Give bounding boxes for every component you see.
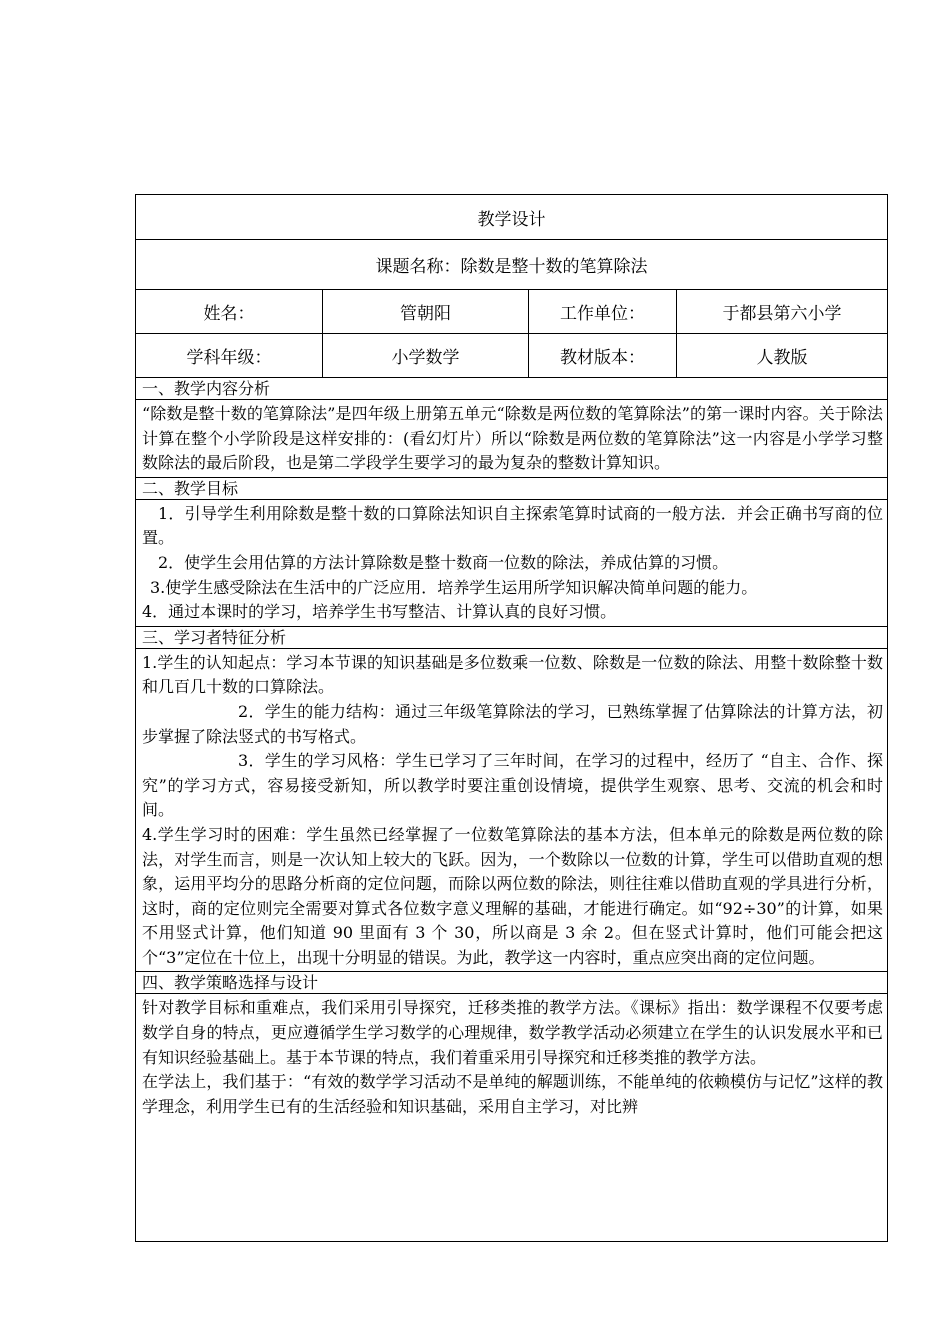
- section-body-objectives: [136, 499, 888, 626]
- design-table: [135, 194, 888, 1242]
- grade-label: 学科年级：: [136, 334, 323, 378]
- section-heading-strategy: 四、教学策略选择与设计: [136, 972, 888, 994]
- paragraph: “除数是整十数的笔算除法”是四年级上册第五单元“除数是两位数的笔算除法”的第一课时内容。关于除法计算在整个小学阶段是这样安排的：(看幻灯片）所以“除数是两位数的笔算除法”这一内容是小学学习整数除法的最后阶段，也是第二学段学生要学习的最为复杂的整数计算知识。: [142, 404, 883, 473]
- learner-item: 3．学生的学习风格：学生已学习了三年时间，在学习的过程中，经历了 “自主、合作、探究”的学习方式，容易接受新知，所以教学时要注重创设情境，提供学生观察、思考、交流的机会和时间。: [142, 751, 883, 820]
- edition-label: 教材版本：: [529, 334, 677, 378]
- objective-item: 3.使学生感受除法在生活中的广泛应用．培养学生运用所学知识解决简单问题的能力。: [150, 577, 758, 597]
- name-value: 管朝阳: [323, 290, 529, 334]
- edition-value: 人教版: [677, 334, 888, 378]
- grade-value: 小学数学: [323, 334, 529, 378]
- strategy-paragraph: 针对教学目标和重难点，我们采用引导探究，迁移类推的教学方法。《课标》指出：数学课程不仅要考虑数学自身的特点，更应遵循学生学习数学的心理规律，数学教学活动必须建立在学生的认识发展水平和已有知识经验基础上。基于本节课的特点，我们着重采用引导探究和迁移类推的教学方法。: [142, 998, 883, 1067]
- objective-item: 1．引导学生利用除数是整十数的口算除法知识自主探索笔算时试商的一般方法．并会正确书写商的位置。: [142, 503, 883, 548]
- objective-item: 4．通过本课时的学习，培养学生书写整洁、计算认真的良好习惯。: [142, 602, 617, 622]
- strategy-paragraph: 在学法上，我们基于：“有效的数学学习活动不是单纯的解题训练，不能单纯的依赖模仿与记忆”这样的教学理念，利用学生已有的生活经验和知识基础，采用自主学习，对比辨: [142, 1072, 883, 1116]
- section-body-strategy: [136, 994, 888, 1242]
- section-heading-learner-analysis: 三、学习者特征分析: [136, 626, 888, 648]
- document-title: 教学设计: [136, 195, 888, 240]
- learner-item: 4.学生学习时的困难：学生虽然已经掌握了一位数笔算除法的基本方法，但本单元的除数是两位数的除法，对学生而言，则是一次认知上较大的飞跃。因为，一个数除以一位数的计算，学生可以借助直观的想象，运用平均分的思路分析商的定位问题，而除以两位数的除法，则往往难以借助直观的学具进行分析，这时，商的定位则完全需要对算式各位数字意义理解的基础，才能进行确定。如“92÷30”的计算，如果不用竖式计算，他们知道 90 里面有 3 个 30，所以商是 3 余 2。但在竖式计算时，他们可能会把这个“3”定位在十位上，出现十分明显的错误。为此，教学这一内容时，重点应突出商的定位问题。: [142, 824, 883, 967]
- section-body-content-analysis: [136, 400, 888, 478]
- unit-label: 工作单位：: [529, 290, 677, 334]
- learner-item: 2．学生的能力结构：通过三年级笔算除法的学习，已熟练掌握了估算除法的计算方法，初步掌握了除法竖式的书写格式。: [142, 701, 883, 746]
- teaching-design-document: [135, 194, 887, 1242]
- name-label: 姓名：: [136, 290, 323, 334]
- topic-title: 课题名称：除数是整十数的笔算除法: [136, 240, 888, 290]
- learner-item: 1.学生的认知起点：学习本节课的知识基础是多位数乘一位数、除数是一位数的除法、用整十数除整十数和几百几十数的口算除法。: [142, 652, 883, 697]
- section-heading-content-analysis: 一、教学内容分析: [136, 378, 888, 400]
- objective-item: 2．使学生会用估算的方法计算除数是整十数商一位数的除法，养成估算的习惯。: [158, 552, 729, 572]
- section-heading-objectives: 二、教学目标: [136, 477, 888, 499]
- section-body-learner-analysis: [136, 648, 888, 972]
- unit-value: 于都县第六小学: [677, 290, 888, 334]
